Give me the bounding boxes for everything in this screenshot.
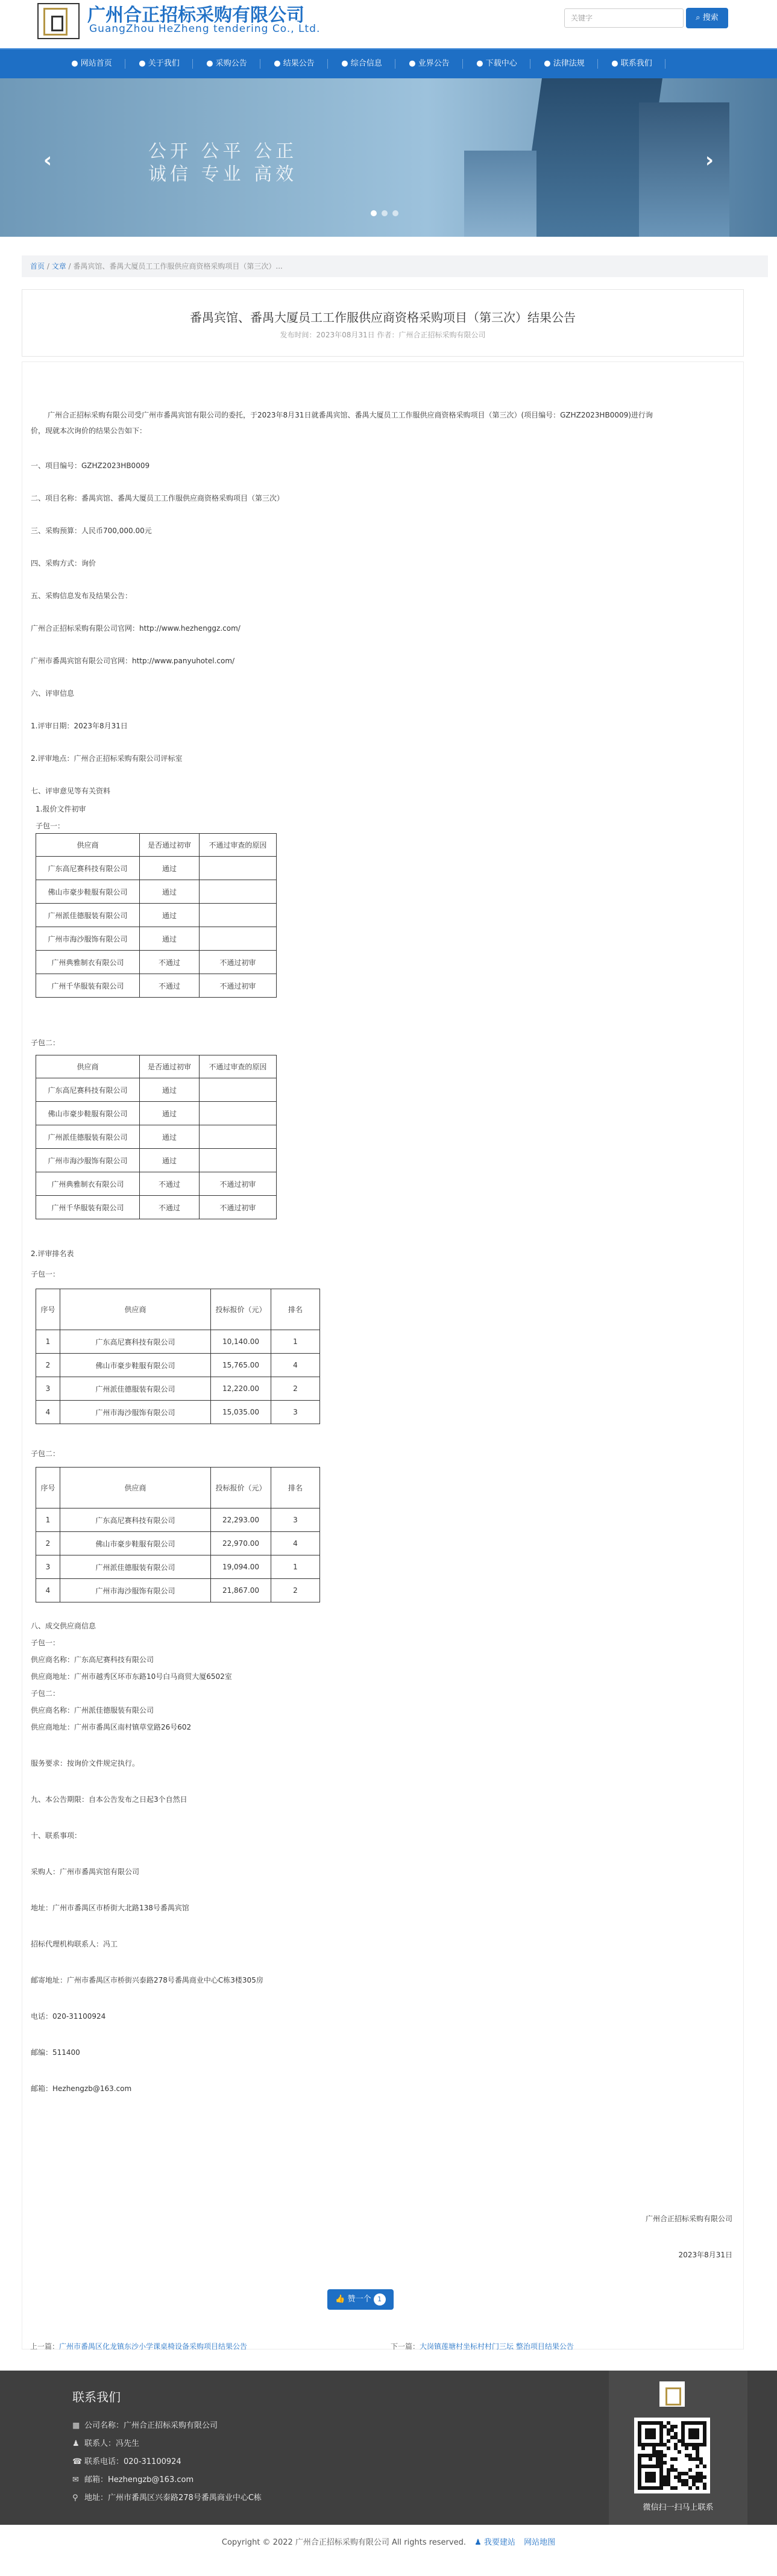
breadcrumb — [22, 255, 768, 277]
table-cell: 广东高尼赛科技有限公司 — [60, 1508, 211, 1532]
table-row — [36, 1354, 320, 1377]
qr-module — [674, 2457, 678, 2461]
table-cell: 10,140.00 — [211, 1330, 271, 1354]
table-cell — [199, 1125, 276, 1149]
contact-tel: 电话：020-31100924 — [31, 2012, 106, 2021]
qr-module — [688, 2468, 692, 2472]
review-table-2 — [36, 1055, 277, 1219]
ranking-label: 2.评审排名表 — [31, 1249, 74, 1258]
table-cell: 3 — [271, 1401, 320, 1424]
nav-law[interactable]: ● 法律法规 — [530, 49, 598, 78]
winner-1-address: 供应商地址：广州市越秀区环市东路10号白马商贸大厦6502室 — [31, 1672, 232, 1681]
company-name-en: GuangZhou HeZheng tendering Co., Ltd. — [89, 23, 321, 35]
qr-module — [667, 2446, 670, 2450]
table-cell: 广州市海沙服饰有限公司 — [60, 1401, 211, 1424]
section-contact: 十、联系事项： — [31, 1831, 82, 1840]
nav-label: 关于我们 — [148, 59, 180, 68]
nav-industry[interactable]: ● 业界公告 — [395, 49, 463, 78]
wechat-qr-code — [634, 2418, 710, 2493]
agent-contact: 招标代理机构联系人：冯工 — [31, 1940, 118, 1948]
table-cell: 通过 — [140, 1149, 200, 1172]
table-cell — [199, 880, 276, 904]
table-cell: 15,035.00 — [211, 1401, 271, 1424]
contact-email: 邮箱：Hezhengzb@163.com — [31, 2084, 132, 2093]
footer-company — [72, 2419, 218, 2430]
article-title: 番禺宾馆、番禺大厦员工工作服供应商资格采购项目（第三次）结果公告 — [190, 310, 576, 325]
table-cell: 广州派佳德服装有限公司 — [36, 1125, 140, 1149]
buyer-address: 地址：广州市番禺区市桥街大北路138号番禺宾馆 — [31, 1904, 189, 1912]
table-cell — [199, 1102, 276, 1125]
table-row — [36, 904, 277, 927]
table-cell: 不通过初审 — [199, 951, 276, 974]
table-cell: 4 — [271, 1532, 320, 1555]
table-header: 供应商 — [60, 1289, 211, 1330]
section-project-number: 一、项目编号：GZHZ2023HB0009 — [31, 461, 150, 470]
search-button[interactable] — [686, 8, 728, 28]
table-header: 是否通过初审 — [140, 834, 200, 857]
company-logo[interactable] — [37, 3, 80, 39]
table-cell: 1 — [271, 1555, 320, 1579]
breadcrumb-section[interactable]: 文章 — [51, 262, 66, 270]
review-date: 1.评审日期：2023年8月31日 — [31, 722, 128, 730]
table-row — [36, 1377, 320, 1401]
package-1-label: 子包一： — [36, 822, 65, 830]
table-row — [36, 1196, 277, 1219]
contact-zip: 邮编：511400 — [31, 2048, 80, 2057]
section-review: 六、评审信息 — [31, 689, 75, 698]
table-cell: 3 — [271, 1508, 320, 1532]
footer-logo — [659, 2381, 685, 2407]
table-header: 不通过审查的原因 — [199, 834, 276, 857]
breadcrumb-sep: / — [45, 262, 52, 270]
carousel-prev-icon[interactable]: ‹ — [43, 148, 52, 172]
footer-company-text: 公司名称：广州合正招标采购有限公司 — [84, 2421, 218, 2430]
user-icon: ♟ — [474, 2538, 484, 2547]
qr-module — [696, 2436, 699, 2439]
hero-banner — [0, 78, 777, 237]
section-method: 四、采购方式：询价 — [31, 559, 96, 567]
table-row — [36, 1401, 320, 1424]
package-1-rank-label: 子包一： — [31, 1270, 60, 1278]
building-graphic — [639, 102, 729, 237]
table-row — [36, 1532, 320, 1555]
footer-email — [72, 2473, 193, 2484]
table-cell: 2 — [36, 1354, 60, 1377]
table-row — [36, 1172, 277, 1196]
next-article — [391, 2341, 574, 2351]
article-meta: 发布时间：2023年08月31日 作者：广州合正招标采购有限公司 — [280, 331, 486, 339]
table-cell: 不通过 — [140, 1196, 200, 1219]
table-row — [36, 974, 277, 998]
table-cell: 12,220.00 — [211, 1377, 271, 1401]
nav-label: 网站首页 — [80, 59, 112, 68]
buyer-name: 采购人：广州市番禺宾馆有限公司 — [31, 1868, 140, 1876]
prev-article — [30, 2341, 247, 2351]
table-header: 投标报价（元） — [211, 1289, 271, 1330]
ranking-table-2 — [36, 1467, 320, 1602]
prev-article-link[interactable]: 广州市番禺区化龙镇东沙小学课桌椅设备采购项目结果公告 — [59, 2342, 248, 2351]
table-cell: 广州派佳德服装有限公司 — [36, 904, 140, 927]
table-cell: 广州派佳德服装有限公司 — [60, 1555, 211, 1579]
table-row — [36, 1078, 277, 1102]
next-label: 下一篇： — [391, 2342, 420, 2351]
footer-contact-text: 联系人：冯先生 — [84, 2439, 140, 2448]
table-cell: 通过 — [140, 1125, 200, 1149]
qr-module — [652, 2479, 656, 2483]
table-header: 是否通过初审 — [140, 1055, 200, 1078]
table-cell — [199, 927, 276, 951]
table-cell: 通过 — [140, 1078, 200, 1102]
qr-module — [703, 2475, 706, 2479]
table-cell: 广州市海沙服饰有限公司 — [60, 1579, 211, 1602]
table-cell: 不通过初审 — [199, 1196, 276, 1219]
qr-module — [696, 2486, 699, 2490]
table-cell: 佛山市豪步鞋服有限公司 — [36, 880, 140, 904]
banner-slogan-2: 诚信 专业 高效 — [148, 164, 298, 185]
carousel-next-icon[interactable]: › — [705, 148, 714, 172]
qr-module — [652, 2436, 656, 2439]
table-header: 供应商 — [60, 1468, 211, 1508]
qr-module — [688, 2486, 692, 2490]
intro-text: 广州合正招标采购有限公司受广州市番禺宾馆有限公司的委托，于2023年8月31日就番禺宾馆、番禺大厦员工工作服供应商资格采购项目（第三次）(项目编号：GZHZ2023HB0009)进行询 — [48, 411, 653, 419]
nav-procurement[interactable]: ● 采购公告 — [193, 49, 260, 78]
table-cell: 2 — [271, 1377, 320, 1401]
table-cell: 2 — [271, 1579, 320, 1602]
wechat-scan-text: 微信扫一扫马上联系 — [643, 2503, 714, 2512]
qr-module — [678, 2450, 681, 2454]
table-header: 不通过审查的原因 — [199, 1055, 276, 1078]
like-count: 1 — [374, 2293, 386, 2306]
table-cell: 通过 — [140, 880, 200, 904]
admin-link-label: 我要建站 — [483, 2538, 515, 2547]
footer-title: 联系我们 — [72, 2390, 121, 2404]
nav-label: 采购公告 — [215, 59, 247, 68]
table-row — [36, 880, 277, 904]
like-label: 赞一个 — [347, 2295, 371, 2304]
copyright-bar — [0, 2525, 777, 2576]
section-winners: 八、成交供应商信息 — [31, 1622, 96, 1630]
qr-module — [696, 2465, 699, 2468]
table-row — [36, 1149, 277, 1172]
site-footer — [0, 2371, 777, 2525]
qr-module — [685, 2446, 688, 2450]
article-body — [22, 361, 744, 2349]
package-2-label: 子包二： — [31, 1039, 60, 1047]
table-cell: 通过 — [140, 857, 200, 880]
table-cell: 广州市海沙服饰有限公司 — [36, 927, 140, 951]
table-cell: 3 — [36, 1377, 60, 1401]
signature-company: 广州合正招标采购有限公司 — [645, 2215, 732, 2223]
table-row — [36, 1508, 320, 1532]
nav-download[interactable]: ● 下载中心 — [463, 49, 530, 78]
nav-label: 综合信息 — [350, 59, 382, 68]
table-header: 供应商 — [36, 1055, 140, 1078]
footer-address-text: 地址：广州市番禺区兴泰路278号番禺商业中心C栋 — [84, 2493, 262, 2503]
table-cell: 不通过初审 — [199, 974, 276, 998]
table-cell: 4 — [36, 1401, 60, 1424]
nav-about[interactable]: ● 关于我们 — [125, 49, 193, 78]
main-nav — [0, 48, 777, 78]
footer-wechat — [609, 2371, 747, 2525]
table-cell: 广州典雅制衣有限公司 — [36, 951, 140, 974]
table-cell — [199, 904, 276, 927]
section-opinions: 七、评审意见等有关资料 — [31, 787, 111, 795]
article-header — [22, 289, 744, 357]
table-row — [36, 1555, 320, 1579]
table-cell: 22,970.00 — [211, 1532, 271, 1555]
section-period: 九、本公告期限：自本公告发布之日起3个自然日 — [31, 1795, 187, 1804]
footer-tel-text: 联系电话：020-31100924 — [84, 2457, 181, 2466]
table-cell: 3 — [36, 1555, 60, 1579]
table-cell: 广州千华服装有限公司 — [36, 1196, 140, 1219]
carousel-dot[interactable] — [382, 210, 388, 216]
table-cell: 广州派佳德服装有限公司 — [60, 1377, 211, 1401]
building-graphic — [464, 151, 536, 237]
carousel-dot[interactable] — [371, 210, 377, 216]
publish-link-agent[interactable]: 广州合正招标采购有限公司官网：http://www.hezhenggz.com/ — [31, 624, 241, 633]
table-cell: 4 — [271, 1354, 320, 1377]
site-header — [0, 0, 777, 48]
winner-2-address: 供应商地址：广州市番禺区南村镇草堂路26号602 — [31, 1723, 192, 1731]
table-cell: 4 — [36, 1579, 60, 1602]
table-cell: 广州典雅制衣有限公司 — [36, 1172, 140, 1196]
qr-module — [703, 2486, 706, 2490]
nav-home[interactable]: ● 网站首页 — [58, 49, 125, 78]
table-header: 供应商 — [36, 834, 140, 857]
table-cell: 广东高尼赛科技有限公司 — [36, 1078, 140, 1102]
footer-email-text: 邮箱：Hezhengzb@163.com — [84, 2475, 194, 2484]
initial-review-label: 1.报价文件初审 — [36, 805, 86, 813]
section-project-name: 二、项目名称：番禺宾馆、番禺大厦员工工作服供应商资格采购项目（第三次） — [31, 494, 285, 502]
nav-results[interactable]: ● 结果公告 — [260, 49, 328, 78]
table-cell: 佛山市豪步鞋服有限公司 — [60, 1354, 211, 1377]
signature-date: 2023年8月31日 — [678, 2251, 732, 2259]
search-input[interactable]: 关键字 — [564, 8, 684, 28]
nav-label: 业界公告 — [418, 59, 450, 68]
table-header: 排名 — [271, 1289, 320, 1330]
winner-1-label: 子包一： — [31, 1639, 60, 1647]
section-publish: 五、采购信息发布及结果公告： — [31, 592, 133, 600]
table-cell: 19,094.00 — [211, 1555, 271, 1579]
table-cell: 不通过 — [140, 951, 200, 974]
review-table-1 — [36, 833, 277, 998]
prev-label: 上一篇： — [30, 2342, 60, 2351]
table-cell: 通过 — [140, 927, 200, 951]
nav-label: 联系我们 — [620, 59, 652, 68]
qr-module — [703, 2465, 706, 2468]
table-header: 序号 — [36, 1289, 60, 1330]
carousel-dot[interactable] — [392, 210, 398, 216]
search-icon: ⌕ — [696, 13, 703, 22]
nav-label: 法律法规 — [553, 59, 585, 68]
thumbs-up-icon: 👍 — [335, 2295, 348, 2304]
table-cell: 1 — [36, 1508, 60, 1532]
table-cell — [199, 1078, 276, 1102]
table-row — [36, 927, 277, 951]
company-name-cn: 广州合正招标采购有限公司 — [87, 5, 304, 26]
mail-icon: ✉ — [72, 2475, 79, 2484]
footer-contact — [72, 2437, 139, 2448]
user-icon: ♟ — [72, 2439, 80, 2448]
search-button-label: 搜索 — [702, 13, 719, 22]
banner-slogan-1: 公开 公平 公正 — [148, 141, 298, 162]
table-cell: 不通过 — [140, 974, 200, 998]
sitemap-link[interactable]: 网站地图 — [524, 2538, 556, 2547]
table-cell: 2 — [36, 1532, 60, 1555]
table-cell — [199, 857, 276, 880]
nav-label: 下载中心 — [485, 59, 517, 68]
table-cell: 佛山市豪步鞋服有限公司 — [60, 1532, 211, 1555]
publish-link-buyer[interactable]: 广州市番禺宾馆有限公司官网：http://www.panyuhotel.com/ — [31, 657, 235, 665]
table-row — [36, 1102, 277, 1125]
breadcrumb-home[interactable]: 首页 — [30, 262, 45, 270]
table-header: 序号 — [36, 1468, 60, 1508]
phone-icon: ☎ — [72, 2457, 83, 2466]
table-cell: 广州市海沙服饰有限公司 — [36, 1149, 140, 1172]
table-cell — [199, 1149, 276, 1172]
qr-module — [703, 2443, 706, 2446]
intro-text: 价，现就本次询价的结果公告如下： — [31, 427, 147, 435]
ranking-table-1 — [36, 1289, 320, 1424]
qr-module — [674, 2425, 678, 2428]
winner-2-label: 子包二： — [31, 1689, 60, 1698]
table-row — [36, 1125, 277, 1149]
qr-module — [674, 2486, 678, 2490]
table-cell: 22,293.00 — [211, 1508, 271, 1532]
table-cell: 1 — [271, 1330, 320, 1354]
table-header: 排名 — [271, 1468, 320, 1508]
nav-contact[interactable]: ● 联系我们 — [598, 49, 665, 78]
winner-1-name: 供应商名称：广东高尼赛科技有限公司 — [31, 1655, 154, 1664]
mail-address: 邮寄地址：广州市番禺区市桥街兴泰路278号番禺商业中心C栋3楼305房 — [31, 1976, 263, 1984]
table-cell: 广东高尼赛科技有限公司 — [60, 1330, 211, 1354]
review-place: 2.评审地点：广州合正招标采购有限公司评标室 — [31, 754, 183, 763]
breadcrumb-current: 番禺宾馆、番禺大厦员工工作服供应商资格采购项目（第三次）... — [73, 262, 283, 270]
breadcrumb-sep: / — [66, 262, 74, 270]
table-cell: 不通过 — [140, 1172, 200, 1196]
table-cell: 不通过初审 — [199, 1172, 276, 1196]
table-cell: 1 — [36, 1330, 60, 1354]
service-requirement: 服务要求：按询价文件规定执行。 — [31, 1759, 140, 1768]
table-cell: 15,765.00 — [211, 1354, 271, 1377]
package-2-rank-label: 子包二： — [31, 1449, 60, 1458]
table-header: 投标报价（元） — [211, 1468, 271, 1508]
table-row — [36, 1330, 320, 1354]
section-budget: 三、采购预算：人民币700,000.00元 — [31, 527, 152, 535]
location-icon: ⚲ — [72, 2493, 78, 2503]
qr-module — [667, 2439, 670, 2443]
table-cell: 通过 — [140, 1102, 200, 1125]
carousel-dots — [371, 210, 403, 219]
table-row — [36, 951, 277, 974]
qr-module — [649, 2457, 652, 2461]
building-icon: ▦ — [72, 2421, 80, 2430]
qr-module — [663, 2461, 667, 2465]
qr-module — [641, 2446, 645, 2450]
table-cell: 通过 — [140, 904, 200, 927]
qr-module — [659, 2486, 663, 2490]
copyright-text: Copyright © 2022 广州合正招标采购有限公司 All rights reserved. — [221, 2538, 466, 2547]
table-row — [36, 857, 277, 880]
next-article-link[interactable]: 大岗镇莲塘村坐标村村门三坛 整治项目结果公告 — [420, 2342, 574, 2351]
nav-label: 结果公告 — [283, 59, 315, 68]
table-cell: 21,867.00 — [211, 1579, 271, 1602]
footer-tel — [72, 2455, 181, 2466]
qr-module — [663, 2454, 667, 2457]
nav-info[interactable]: ● 综合信息 — [328, 49, 395, 78]
table-cell: 广州千华服装有限公司 — [36, 974, 140, 998]
table-cell: 广东高尼赛科技有限公司 — [36, 857, 140, 880]
table-cell: 佛山市豪步鞋服有限公司 — [36, 1102, 140, 1125]
admin-link[interactable] — [474, 2538, 515, 2547]
footer-address — [72, 2491, 262, 2503]
like-button[interactable] — [327, 2289, 394, 2310]
winner-2-name: 供应商名称：广州派佳德服装有限公司 — [31, 1706, 154, 1715]
table-row — [36, 1579, 320, 1602]
